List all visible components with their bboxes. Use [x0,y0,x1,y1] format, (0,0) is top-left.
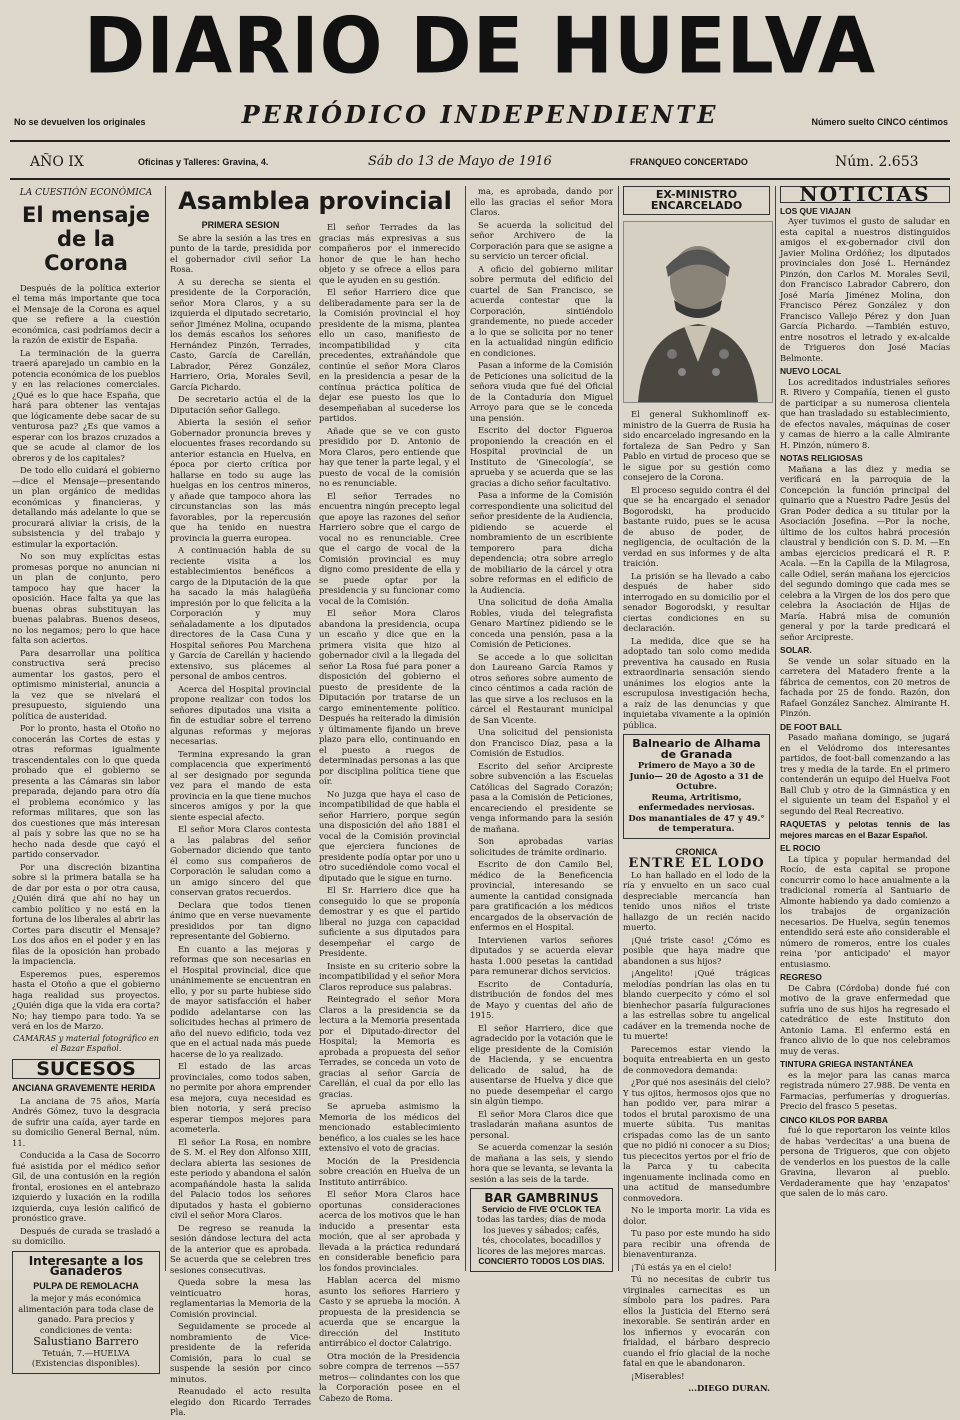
masthead-note-right: Número suelto CINCO céntimos [811,117,948,127]
assembly-headline: Asamblea provincial [178,187,452,215]
assembly-section-title: PRIMERA SESION [201,220,280,230]
article-paragraph: Queda sobre la mesa las veinticuatro horas, reglamentarias la Memoria de la Comisión provincial. [170,1277,311,1319]
article-paragraph: Por una discreción bizantina sobre si la primera batalla se ha de dar por esta o por otra causa, ¿Quién dirá que ahí no hay un cambio político y no está en la fortuna de los liberales al abrir las Cortes para discutir el Mensaje? Los dos años en el poder y en las filas de la oposición han probado la impaciencia. [12,861,160,966]
news-item-body: Ayer tuvimos el gusto de saludar en esta capital a nuestros distinguidos amigos el ex-gobernador civil don Javier Molina Ordóñez; los diputados provinciales don José L. Hernández Pinzón, don Carlos M. Morales Sevil, don Francisco Labrador Cabrero, don José María Jiménez Molina, don Francisco Pérez González y don Francisco Vallejo Pérez y don Juan García Pichardo. —También estuvo, entre nosotros el letrado y ex-alcalde de Trigueros don José Macías Belmonte. [780,216,950,363]
news-item-body: es la mejor para las canas marca registrada número 27.988. De venta en Farmacias, perfumerías y droguerías. Precio del frasco 5 pesetas. [780,1069,950,1111]
article-paragraph: Esperemos pues, esperemos hasta el Otoño a que el gobierno haga realidad sus proyectos. ¿Quién diga que la vida era corta? No; hay tiempo para todo. Ya se verá en los de Marzo. [12,968,160,1031]
article-paragraph: Escrito de don Camilo Bel, médico de la Beneficencia provincial, interesando se aumente la cantidad consignada para gratificación a los médicos encargados de la observación de enfermos en el Hospital. [470,859,613,932]
cronica-label: CRONICA [675,846,718,857]
masthead-title: DIARIO DE HUELVA [83,0,877,92]
gambrinus-ad-body: todas las tardes; días de moda los jueves y sábados; cafés, tés, chocolates, bocadillos y licores de las mejores marcas. [476,1214,607,1256]
top-rule [10,140,950,142]
ad-line: Reuma, Artritismo, enfermedades nerviosas. [638,791,755,812]
news-item-body: De Cabra (Córdoba) donde fué con motivo de la grave enfermedad que sufría uno de sus hijos ha regresado el catedrático de este Instituto don Antonio Lama. El enfermo está en franco alivio de lo que nos celebramos muy de veras. [780,982,950,1056]
article-paragraph: ¿Por qué nos asesináis del cielo? Y tus ojitos, hermosos ojos que no han podido ver, para mirar a todos el brutal paroxismo de una muerte súbita. Tus manitas crispadas como las de un santo que no pidió ni conocer a su Dios; tus piececitos yertos por el frío de la Parca y tu cabecita ingenuamente inclinada como en una actitud de mansedumbre conmovedora. [623,1077,770,1203]
article-paragraph: Lo han hallado en el lodo de la ría y envuelto en un saco cual despreciable mercancía han tenido unos niños el triste hallazgo de un recién nacido muerto. [623,869,770,932]
article-paragraph: Tú no necesitas de cubrir tus virginales carnecitas es un símbolo para los padres. Para ellos la Justicia del Eterno será inexorable. Se sentirán arder en los infiernos y evocarán con frialdad, el bárbaro desprecio cuando el frío glacial de la noche fatal en que le abandonaron. [623,1274,770,1368]
column-divider [618,186,619,1271]
issue-year: AÑO IX [30,154,84,170]
news-item-body: La típica y popular hermandad del Rocío, de esta capital se propone concurrir como lo hace anualmente a la tradicional romería al Santuario de Almonte habiendo ya dado comienzo a los trabajos de organización necesarios. De Huelva, según tenemos entendido será este año considerable el número de romeros, entre los cuales reina 'por anticipado' el mayor entusiasmo. [780,853,950,969]
article-paragraph: Escrito del doctor Figueroa proponiendo la creación en el Hospital provincial de un Instituto de 'Ginecología', se aprueba y se acuerda que se las gracias a dicho señor facultativo. [470,425,613,488]
economics-article-body [12,283,160,1032]
column-minister-chronicle [623,186,770,1393]
noticias-headline: NOTICIAS [780,186,950,203]
article-paragraph: La terminación de la guerra traerá aparejado un cambio en la potencia económica de los pueblos y en las relaciones comerciales. ¿Qué es lo que hace España, que hará para obtener las ventajas que lógicamente debe sacar de su venturosa paz? ¿Es que vamos a esperar con los brazos cruzados a que se acude al clamor de los obreros y de los capitales? [12,347,160,463]
article-paragraph: El señor Terrades da las gracias más expresivas a sus compañeros por el inmerecido honor de que le han hecho objeto y se ofrece a ellos para que le ayuden en su gestión. [319,222,460,285]
issue-ribbon [10,150,950,174]
portrait-engraving-icon [624,222,772,402]
sucesos-section [12,1059,160,1080]
article-paragraph: De secretario actúa el de la Diputación señor Gallego. [170,394,311,415]
article-paragraph: El señor Mora Claros dice que trasladarán mañana asuntos de personal. [470,1108,613,1140]
news-item-title: LOS QUE VIAJAN [780,205,851,216]
news-item-body: fué lo que reportaron los veinte kilos de habas 'verdecitas' a una buena de persona de Trigueros, que con objeto de venderlos en los puestos de la calle Gravina, llevaron al pueblo. Verdaderamente que hay 'enzapatos' que salen de lo más caro. [780,1125,950,1198]
news-item-title: TINTURA GRIEGA INSTANTÁNEA [780,1059,914,1069]
minister-body [623,409,770,730]
camaras-ad: CAMARAS y material fotográfico en el Bazar Español. [13,1033,159,1053]
article-paragraph: Se acuerda comenzar la sesión de mañana a las seis, y siendo hora que se levanta, se levanta la sesión a las seis de la tarde. [470,1142,613,1184]
column-assembly-continued [470,186,613,1271]
news-item-title: RAQUETAS y pelotas tennis de las mejores marcas en el Bazar Español. [780,819,950,840]
issue-date: Sáb do 13 de Mayo de 1916 [368,154,552,169]
news-item-body: Los acreditados industriales señores R. Rivero y Compañía, tienen el gusto de participar a su numerosa clientela que han trasladado su establecimiento, de efectos navales, máquinas de coser y camas de hierro a la calle Almirante H. Pinzón, número 8. [780,376,950,450]
article-paragraph: A continuación habla de su reciente visita a los establecimientos benéficos a cargo de la Diputación de la que ha sacado la más halagüeña impresión por lo que felicita a la Corporación y muy señaladamente a los diputados directores de la Casa Cuna y Hospital señores Pou Marchena y García de Carellán y haciendo extensivo, sus plácemes al personal de ambos centros. [170,545,311,681]
economics-kicker: LA CUESTIÓN ECONÓMICA [19,188,153,198]
assembly-left-subcolumn [170,216,311,1420]
article-paragraph: Una solicitud de doña Amalia Robles, viuda del telegrafista Genaro Martínez pidiendo se le conceda una pensión, pasa a la Comisión de Peticiones. [470,597,613,649]
article-paragraph: Añade que se ve con gusto presidido por D. Antonio de Mora Claros, pero entiende que hay que tener la parte legal, y el puesto de vocal de la comisión no es renunciable. [319,425,460,488]
article-paragraph: ¡Angelito! ¡Qué trágicas melodías pondrían las olas en tu blando cuerpecito y cómo el sol bienhechor pasaría fulguraciones a las estrellas sobre tu angelical cadáver en la tremenda noche de tu muerte! [623,968,770,1041]
balneario-ad-title: Balneario de Alhama de Granada [632,737,761,761]
article-paragraph: El señor Harriero dice que deliberadamente para ser la de la Comisión provincial el hoy presidente de la misma, plantea ello un caso, manifiesto de incompatibilidad y cita precedentes, extrañándole que continúe el señor Mora Claros en la presidencia a pesar de la contínua práctica política de dejar ese puesto los que lo desempeñaban al sucederse los partidos. [319,287,460,423]
article-paragraph: El proceso seguido contra él del que se ha encargado el senador Bogorodski, ha producido bastante ruido, pues se le acusa de abuso de poder, de negligencia, de ocultación de la verdad en sus informes y de alta traición. [623,484,770,568]
article-paragraph: Después de curada se trasladó a su domicilio. [12,1225,160,1246]
article-paragraph: Hablan acerca del mismo asunto los señores Harriero y Casto y se aprueba la moción. A propuesta de la presidencia se acuerda que se encargue la dirección del Instituto antirrábico el doctor Calatrigo. [319,1275,460,1348]
article-paragraph: Reintegrado el señor Mora Claros a la presidencia se da lectura a la Memoria presentada por el Diputado-director del Hospital; la Memoria es aprobada a propuesta del señor Terrades, se conceda un voto de gracias al señor García de Carellán, el cual da por ello las gracias. [319,994,460,1099]
article-paragraph: Para desarrollar una política constructiva será preciso aumentar los gastos, pero el optimismo ministerial, anuncia a la vez que se nivelará el presupuesto, siguiendo una política de austeridad. [12,647,160,721]
masthead-note-left: No se devuelven los originales [14,117,146,127]
minister-headline: EX-MINISTRO ENCARCELADO [623,186,770,215]
article-paragraph: Después de la política exterior el tema más importante que toca el Mensaje de la Corona es aquel que se refiere a la cuestión económica, casi podríamos decir a la razón de existir de España. [12,282,160,345]
article-paragraph: Termina expresando la gran complacencia que experimentó al ser designado por segunda vez para el mando de esta provincia en la que tiene muchos sinceros amigos y por la que siente especial afecto. [170,748,311,822]
article-paragraph: El Sr. Harriero dice que ha conseguido lo que se proponía demostrar y es que el partido liberal no juzga con capacidad suficiente a sus diputados para desempeñar el cargo de Presidente. [319,885,460,958]
assembly-body-b [319,216,460,1420]
article-paragraph: Parecemos estar viendo la boquita entreabierta en un gesto de conmovedora demanda: [623,1043,770,1075]
news-item-title: EL ROCIO [780,843,821,853]
article-paragraph: Pasan a informe de la Comisión de Peticiones una solicitud de la señora viuda que fué del Oficial de la Contaduría don Miguel Arroyo para que se le conceda una pensión. [470,360,613,423]
masthead-subtitle: PERIÓDICO INDEPENDIENTE [241,100,719,129]
sucesos-title: SUCESOS [36,1057,136,1080]
article-paragraph: Escrito del señor Arcipreste sobre subvención a las Escuelas Católicas del Sagrado Corazón; pasa a la Comisión de Peticiones, encareciendo el presidente se venga informando para la sesión de mañana. [470,760,613,834]
article-paragraph: El estado de las arcas provinciales, como todos saben, no permite por ahora emprender esa mejora, cuya necesidad es bien notoria, y será preciso esperar tiempos mejores para acometerla. [170,1061,311,1134]
ganaderos-ad-address: Tetuán, 7.—HUELVA [42,1347,130,1358]
news-item-title: SOLAR. [780,645,812,655]
news-item-title: NUEVO LOCAL [780,366,841,376]
article-paragraph: El señor La Rosa, en nombre de S. M. el Rey don Alfonso XIII, declara abierta las sesiones de este periodo y abandona el salón acompañándole hasta la salida del Palacio todos los señores diputados y hasta el gobierno civil el señor Mora Claros. [170,1136,311,1220]
economics-headline: El mensaje de la Corona [21,202,151,275]
article-paragraph: Se acuerda la solicitud del señor Archivero de la Corporación para que se asigne a su servicio un tercer oficial. [470,219,613,261]
article-paragraph: ¡Qué triste caso! ¿Cómo es posible que haya madre que abandonen a sus hijos? [623,934,770,966]
cronica-body [623,870,770,1382]
article-paragraph: Escrito de Contaduría, distribución de fondos del mes de Mayo y cuentas del año de 1915. [470,978,613,1020]
article-paragraph: La prisión se ha llevado a cabo después de haber sido interrogado en su domicilio por el senador Bogorodski, y resultar ciertas condiciones en su declaración. [623,570,770,633]
news-item-title: CINCO KILOS POR BARBA [780,1114,888,1125]
balneario-ad [623,734,770,839]
column-divider [165,186,166,1271]
article-paragraph: El señor Terrades no encuentra ningún precepto legal que apoye las razones del señor Harriero sobre que el cargo de vocal no es renunciable. Cree que el cargo de vocal de la Comisión provincial es muy digno como presidente de ella y se puede optar por la presidencia y su funcionar como vocal de la Comisión. [319,490,460,606]
ganaderos-ad-body: la mejor y más económica alimentación para toda clase de ganado. Para precios y condiciones de venta: [18,1293,154,1335]
article-paragraph: Una solicitud del pensionista don Francisco Díaz, pasa a la Comisión de Estudios. [470,727,613,758]
article-paragraph: ¡Miserables! [631,1370,685,1381]
issue-offices: Oficinas y Talleres: Gravina, 4. [138,157,269,167]
article-paragraph: Conducida a la Casa de Socorro fué asistida por el médico señor Gil, de una contusión en la región frontal, erosiones en el antebrazo izquierdo y luxación en la rodilla izquierda, cuya lesión calificó de pronóstico grave. [12,1150,160,1223]
article-paragraph: Reanudado el acto resulta elegido don Ricardo Terrades Pla. [170,1386,311,1417]
assembly-body-a [170,233,311,1418]
article-paragraph: No son muy explícitas estas promesas porque no anuncian ni un plan de conjunto, pero tampoco hay que hacer la oposición. Hace falta ya que las buenas obras substituyan las buenas palabras. Buenos deseos, no los negamos; pero lo que hace falta son aciertos. [12,551,160,645]
article-paragraph: A oficio del gobierno militar sobre permuta del edificio del cuartel de San Francisco, se acuerda contestar que la Corporación, sintiéndolo grandemente, no puede acceder a lo que se solicita por no tener en la actualidad ningún edificio en condiciones. [470,263,613,358]
assembly-body-c [470,186,613,1184]
minister-portrait-image [623,221,773,403]
column-divider [775,186,776,1271]
article-paragraph: La medida, dice que se ha adoptado tan solo como medida preventiva ha causado en Rusia extraordinaria sensación siendo unánimes los elogios ante la escrupulosa investigación hecha, a raíz de las denuncias y que inquietaba vivamente a la opinión pública. [623,635,770,730]
article-paragraph: No juzga que haya el caso de incompatibilidad de que habla el señor Harriero, porque según una disposición del año 1881 el vocal de la Comisión provincial que ejerciera funciones de presidente podía optar por uno u otro sucediéndole como vocal el diputado que le sigue en turno. [319,788,460,883]
article-paragraph: En cuanto a las mejoras y reformas que son necesarias en el Hospital provincial, dice que unánimemente se encuentran en ello, y por su parte hubiese sido de mayor satisfacción el haber podido adelantarse con las solicitudes hechas al primero de año del nuevo edificio, toda vez que en el actual nada más puede hacerse de lo ya realizado. [170,943,311,1059]
ganaderos-ad [12,1251,160,1374]
ad-line: Primero de Mayo a 30 de Junio— 20 de Agosto a 31 de Octubre. [629,760,764,791]
article-paragraph: Pasa a informe de la Comisión correspondiente una solicitud del señor presidente de la Audiencia, pidiendo se acuerde el nombramiento de un escribiente temporero para dicha dependencia; otra sobre arreglo de mobiliario de la cárcel y otra sobre reformas en el edificio de la Audiencia. [470,490,613,595]
article-paragraph: Moción de la Presidencia sobre creación en Huelva de un Instituto antirrábico. [319,1155,460,1187]
sucesos-body [12,1096,160,1247]
ribbon-rule [10,178,950,180]
article-paragraph: La anciana de 75 años, María Andrés Gómez, tuvo la desgracia de sufrir una caída, ayer tarde en su domicilio General Bernal, núm. 11. [12,1095,160,1148]
news-item-title: NOTAS RELIGIOSAS [780,453,863,463]
sucesos-subtitle: ANCIANA GRAVEMENTE HERIDA [12,1083,156,1093]
balneario-ad-body [628,760,765,834]
article-paragraph: Insiste en su criterio sobre la incompatibilidad y el señor Mora Claros reproduce sus palabras. [319,960,460,992]
ganaderos-ad-name: Salustiano Barrero [33,1335,139,1348]
article-paragraph: El señor Harriero, dice que agradecido por la votación que le elige presidente de la Comisión de Hacienda, y se encuentra delicado de salud, ha de ausentarse de Huelva y dice que no puede desempeñar el cargo sin algún tiempo. [470,1022,613,1106]
article-paragraph: El señor Mora Claros contesta a las palabras del señor Gobernador diciendo que tanto él como sus compañeros de Corporación le saludan como a un amigo sincero del que conservan gratos recuerdos. [170,824,311,897]
article-paragraph: El señor Mora Claros hace oportunas consideraciones acerca de los motivos que le han inducido a presentar esta moción, que al ser aprobada y llevada a la práctica redundará en considerable beneficio para los fondos provinciales. [319,1189,460,1273]
article-paragraph: Se abre la sesión a las tres en punto de la tarde, presidida por el gobernador civil señor La Rosa. [170,232,311,274]
article-paragraph: Seguidamente se procede al nombramiento de Vice-presidente de la referida Comisión, para lo cual se suspende la sesión por cinco minutos. [170,1321,311,1384]
article-paragraph: El señor Mora Claros abandona la presidencia, ocupa un escaño y dice que en la primera visita que hizo al gobernador civil a la llegada del señor La Rosa fué para poner a disposición del gobierno el puesto de presidente de la Diputación por tratarse de un cargo eminentemente político. Después ha reiterado la dimisión y últimamente fijando un breve plazo para ello, continuando en el puesto a ruegos de determinadas personas a las que por disciplina política tiene que oír. [319,608,460,786]
article-paragraph: No le importa morir. La vida es dolor. [623,1205,770,1226]
cronica-headline: ENTRE EL LODO [628,856,765,871]
column-assembly [170,186,460,1417]
news-item-title: REGRESO [780,972,822,982]
article-paragraph: A su derecha se sienta el presidente de la Corporación, señor Mora Claros, y a su izquierda el diputado secretario, señor Jiménez Molina, ocupando los demás escaños los señores Hernández Pinzón, Terrades, Casto, García de Carellán, Labrador, Pérez González, Harriero, Oria, Morales Sevil, García Pichardo. [170,276,311,392]
article-paragraph: Acerca del Hospital provincial propone realizar con todos los señores diputados una visita a fin de estudiar sobre el terreno algunas reformas y mejoras necesarias. [170,683,311,746]
article-paragraph: Se aprueba asimismo la Memoria de los médicos del mencionado establecimiento benéfico, a los cuales se les hace extensivo el voto de gracias. [319,1101,460,1153]
column-economics [12,186,160,1368]
article-paragraph: Otra moción de la Presidencia sobre compra de terrenos —557 metros— colindantes con los que la Corporación posee en el Cabezo de Roma. [319,1350,460,1403]
news-item-body: Mañana a las diez y media se verificará en la parroquia de la Concepción la función principal del quinario que a Nuestro Padre Jesús del Gran Poder dedica a su titular por la Asociación Josefina. —Por la noche, último de los cultos habrá procesión claustral y bendición con S. D. M. —En ambas ejercicios predicará el R. P. Acala. —En la Capilla de la Milagrosa, calle Odiel, serán mañana los ejercicios del segundo domingo que cada mes se celebra a la Virgen de los dos pero que celebra la Asociación de Hijas de María. Habrá misa de comunión general y por la tarde predicará el señor Arcipreste. [780,463,950,642]
ad-line: Dos manantiales de 47 y 49.° de temperatura. [628,812,765,833]
gambrinus-ad-sub: Servicio de FIVE O'CLOK TEA [481,1203,602,1214]
article-paragraph: Intervienen varios señores diputados y se acuerda elevar hasta 1.000 pesetas la cantidad para remunerar dichos servicios. [470,934,613,976]
article-paragraph: Abierta la sesión el señor Gobernador pronuncia breves y elocuentes frases recordando su anterior estancia en Huelva, en época por cierto crítica por hallarse en todo su auge las huelgas en los centros mineros, y añade que tampoco ahora las circunstancias son las más favorables, por la repercusión que ha tenido en nuestra provincia la guerra europea. [170,417,311,543]
column-noticias [780,182,950,1271]
article-paragraph: Se accede a lo que solicitan don Laureano García Ramos y otros señores sobre aumento de cinco céntimos a cada ración de las que sirve a los reclusos en la cárcel el Restaurant municipal de San Vicente. [470,651,613,725]
article-paragraph: De regreso se reanuda la sesión dándose lectura del acta de la anterior que es aprobada. Se acuerda que se celebren tres sesiones consecutivas. [170,1222,311,1275]
ganaderos-ad-stock: (Existencias disponibles). [31,1358,141,1368]
news-item-body: Se vende un solar situado en la carretera del Matadero frente a la fábrica de cementos, con 20 metros de fachada por 25 de fondo. Razón, don Rafael González Sanchez. Almirante H. Pinzón. [780,655,950,718]
article-paragraph: Tu paso por este mundo ha sido para recibir una ofrenda de bienaventuranza. [623,1228,770,1259]
issue-number: Núm. 2.653 [835,154,919,170]
noticias-list [780,206,950,1199]
article-paragraph: De todo ello cuidará el gobierno—dice el Mensaje—presentando un plan orgánico de medidas económicas y financieras, y detallando más adelante lo que se procurará aliviar la crisis, de la subsistencia y del trabajo y estimular la exportación. [12,465,160,549]
article-paragraph: ¡Tú estás ya en el cielo! [631,1261,732,1272]
ganaderos-ad-sub: PULPA DE REMOLACHA [33,1280,139,1291]
gambrinus-ad-footer: CONCIERTO TODOS LOS DIAS. [478,1256,605,1266]
column-divider [465,186,466,1271]
article-paragraph: Por lo pronto, hasta el Otoño no conocerán las Cortes de estas y otras reformas igualmente trascendentales con lo que queda probado que el gobierno se presenta a las Cámaras sin labor preparada, dejando para otro día el problema económico y las reformas militares, que son las dos cuestiones que más interesan al país y sobre las que no se ha hecho nada desde que cayó el partido conservador. [12,723,160,859]
article-paragraph: Son aprobadas varias solicitudes de trámite ordinario. [470,836,613,857]
article-paragraph: Declara que todos tienen ánimo que en verse nuevamente presididos por tan digno representante del Gobierno. [170,899,311,941]
news-item-title: DE FOOT BALL [780,721,842,732]
article-paragraph: El general Sukhomlinoff ex-ministro de la Guerra de Rusia ha sido encarcelado ingresando en la fortaleza de San Pedro y San Pablo en virtud de proceso que se le sigue por su gestión como consejero de la Corona. [623,409,770,482]
cronica-signature: ...DIEGO DURAN. [688,1383,770,1393]
issue-postage: FRANQUEO CONCERTADO [630,157,748,167]
gambrinus-ad-title: BAR GAMBRINUS [484,1191,599,1205]
article-paragraph: ma, es aprobada, dando por ello las gracias el señor Mora Claros. [470,186,613,217]
ganaderos-ad-title: Interesante a los Ganaderos [28,1253,144,1278]
gambrinus-ad [470,1188,613,1272]
news-item-body: Pasado mañana domingo, se jugará en el Velódromo dos interesantes partidos, de foot-ball comenzando a las tres y media de la tarde. En el primero contenderán un equipo del Huelva Foot Ball Club y otro de la Gimnástica y en el siguiente un team del Español y el segundo del Real Recreativo. [780,732,950,816]
